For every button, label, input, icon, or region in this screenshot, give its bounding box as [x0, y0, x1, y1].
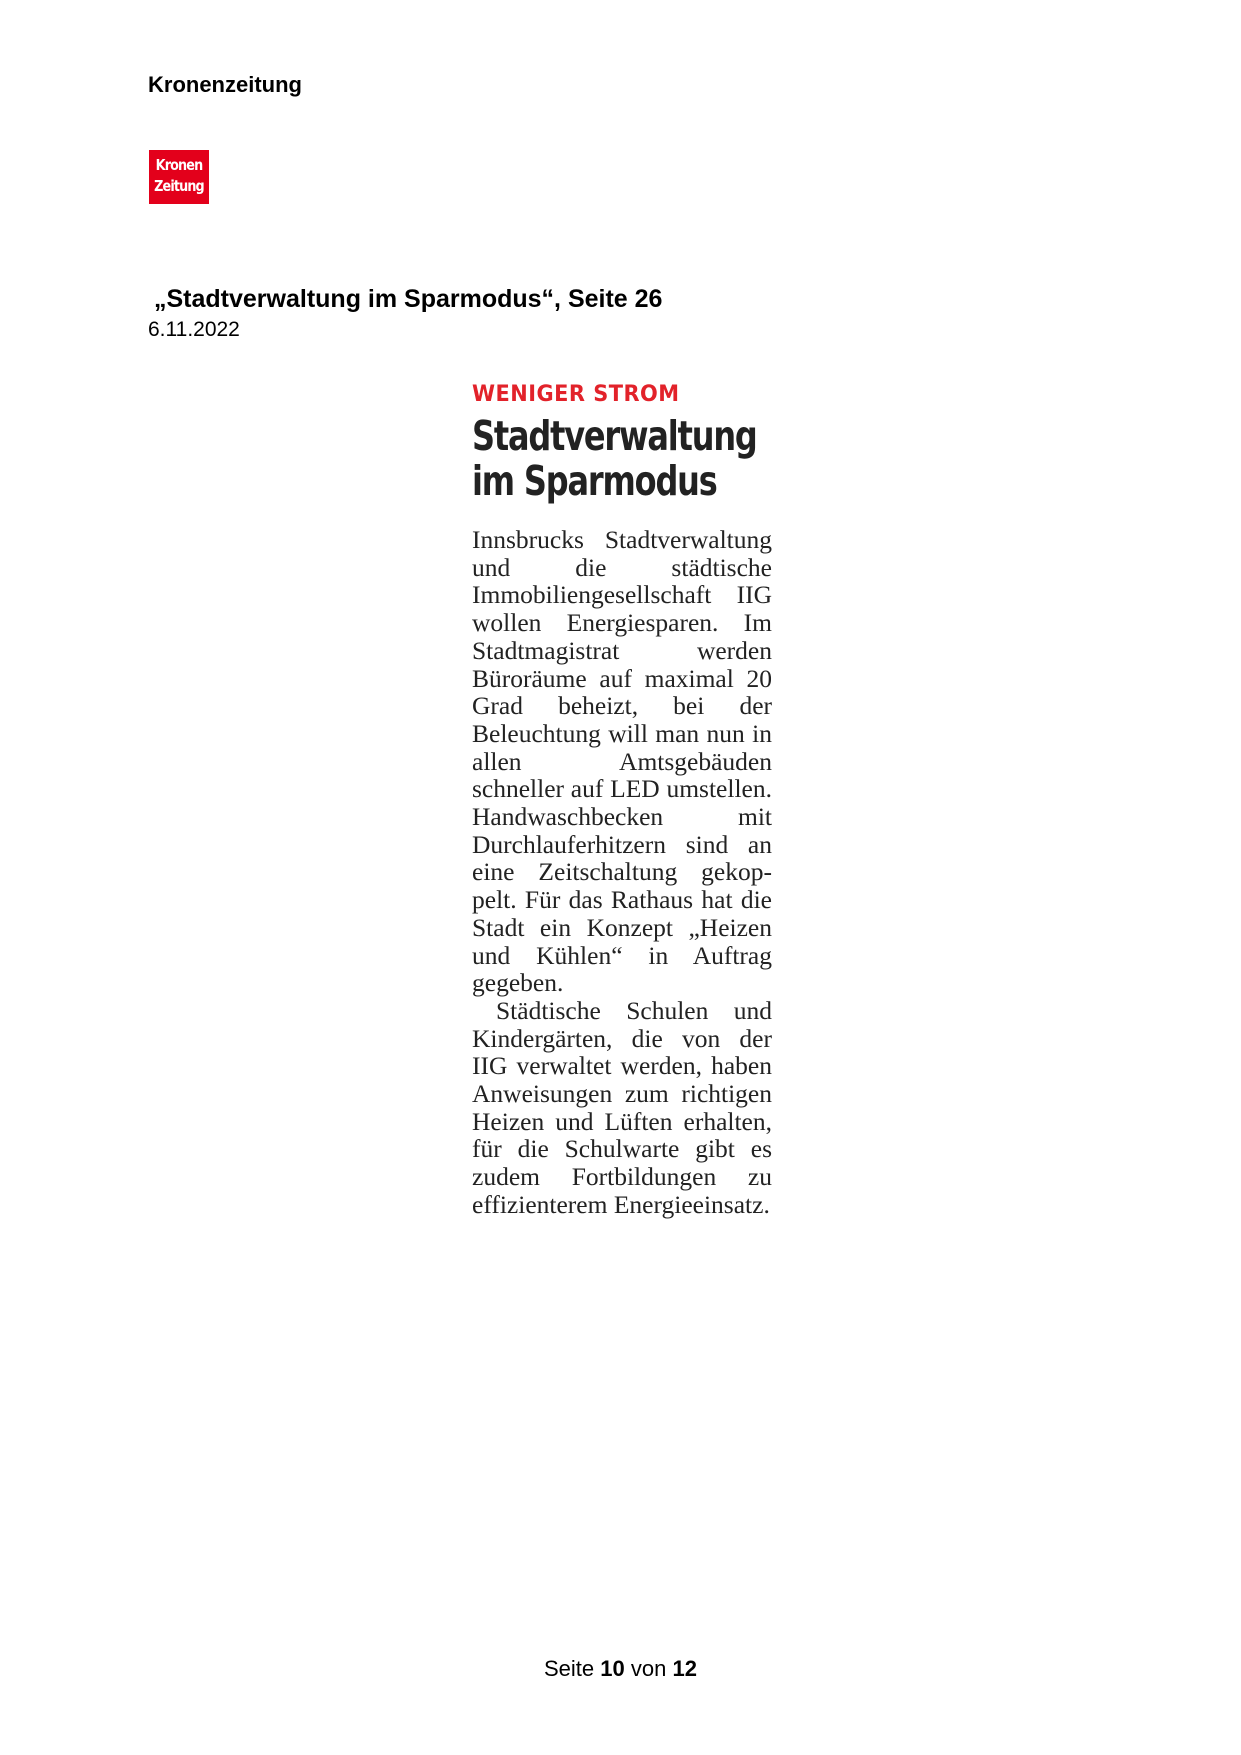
- article-kicker: WENIGER STROM: [472, 382, 680, 407]
- logo-line-2: Zeitung: [154, 177, 204, 195]
- source-name: Kronenzeitung: [148, 72, 302, 97]
- kronen-zeitung-logo: [149, 150, 209, 204]
- footer-total-pages: 12: [672, 1656, 697, 1681]
- document-title: „Stadtverwaltung im Sparmodus“, Seite 26: [154, 285, 663, 313]
- logo-line-1: Kronen: [155, 156, 203, 174]
- article-paragraph-1: Innsbrucks Stadtverwaltung und die städtische Immobiliengesellschaft IIG wollen Energiesparen. Im Stadtmagistrat werden Büroräume auf maximal 20 Grad beheizt, bei der Beleuchtung will man nun in allen Amtsgebäuden schneller auf LED umstellen. Handwaschbecken mit Durchlauferhitzern sind an eine Zeitschaltung gekoppelt. Für das Rathaus hat die Stadt ein Konzept „Heizen und Kühlen“ in Auftrag gegeben.: [472, 525, 772, 998]
- article-headline: [472, 412, 757, 505]
- footer-prefix: Seite: [544, 1656, 595, 1681]
- article-body: [472, 526, 772, 1219]
- headline-line-1: Stadtverwaltung: [472, 412, 757, 460]
- headline-line-2: im Sparmodus: [472, 457, 717, 505]
- page-footer: [0, 1656, 1241, 1682]
- footer-page-number: 10: [600, 1656, 625, 1681]
- footer-separator: von: [630, 1656, 667, 1681]
- article-paragraph-2: Städtische Schulen und Kindergärten, die von der IIG verwaltet werden, haben Anweisungen zum richtigen Heizen und Lüften erhalten, für die Schulwarte gibt es zudem Fortbildungen zu effizienterem Energieeinsatz.: [472, 995, 772, 1219]
- document-date: 6.11.2022: [148, 318, 240, 341]
- article-clipping: [472, 380, 772, 1219]
